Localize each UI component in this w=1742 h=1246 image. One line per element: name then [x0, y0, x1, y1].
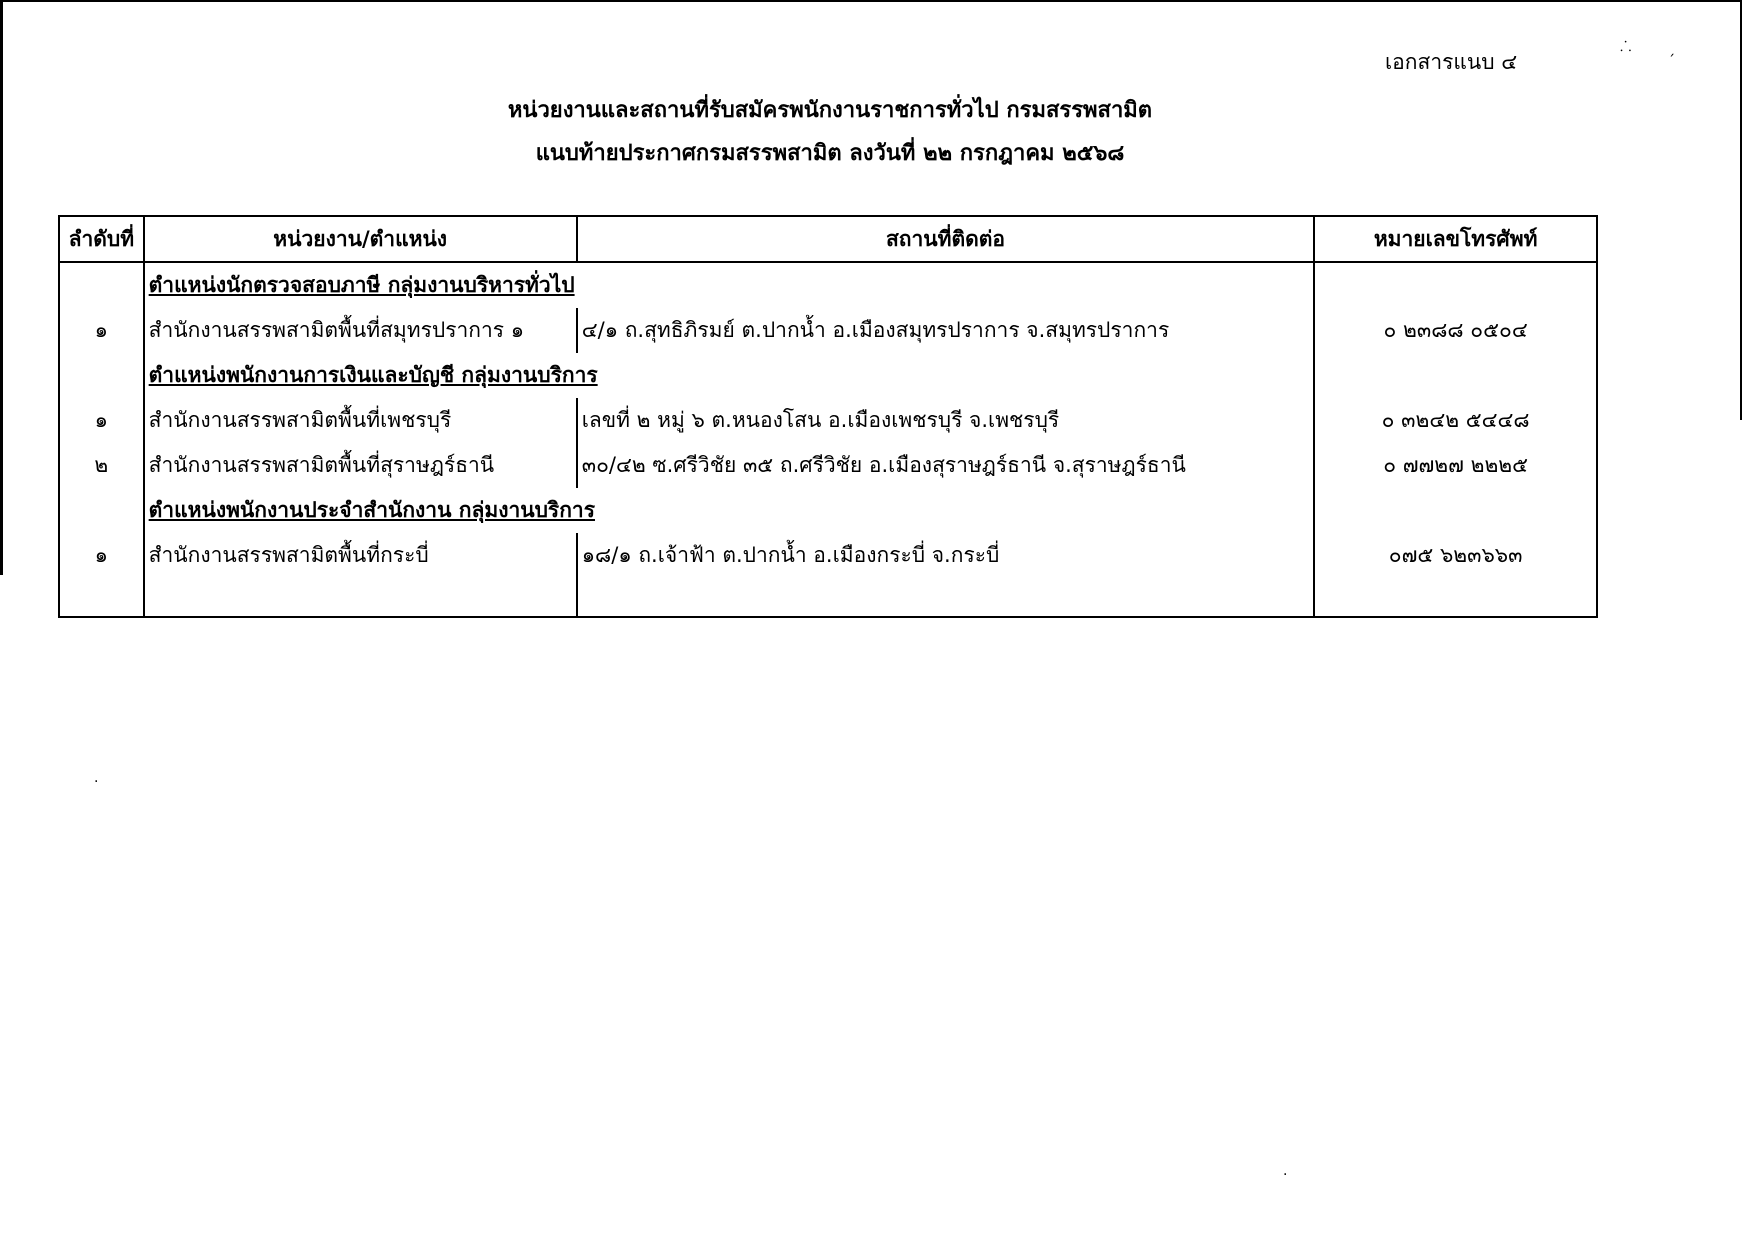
document-title: หน่วยงานและสถานที่รับสมัครพนักงานราชการทั่วไป กรมสรรพสามิต [507, 98, 1153, 123]
row-no: ๒ [59, 443, 144, 488]
empty-row [59, 578, 1597, 617]
section-heading: ตำแหน่งพนักงานประจำสำนักงาน กลุ่มงานบริการ [144, 488, 1315, 533]
table-row [59, 398, 1597, 443]
row-phone: ๐ ๓๒๔๒ ๕๔๔๘ [1314, 398, 1597, 443]
scan-speck: · [94, 774, 99, 790]
row-address: ๓๐/๔๒ ซ.ศรีวิชัย ๓๕ ถ.ศรีวิชัย อ.เมืองสุราษฎร์ธานี จ.สุราษฎร์ธานี [577, 443, 1315, 488]
row-unit: สำนักงานสรรพสามิตพื้นที่กระบี่ [144, 533, 577, 578]
row-no: ๑ [59, 398, 144, 443]
table-row [59, 308, 1597, 353]
row-unit: สำนักงานสรรพสามิตพื้นที่สมุทรปราการ ๑ [144, 308, 577, 353]
section-heading-row [59, 488, 1597, 533]
scan-speck: ˏ [1668, 41, 1675, 57]
table-header-row [59, 216, 1597, 262]
row-phone: ๐๗๕ ๖๒๓๖๖๓ [1314, 533, 1597, 578]
section-heading-row [59, 353, 1597, 398]
row-no: ๑ [59, 533, 144, 578]
scan-border-left [0, 0, 3, 575]
attachment-label: เอกสารแนบ ๔ [1385, 50, 1518, 74]
header-unit: หน่วยงาน/ตำแหน่ง [144, 216, 577, 262]
table-row [59, 443, 1597, 488]
header-no: ลำดับที่ [59, 216, 144, 262]
recruitment-table [58, 215, 1598, 618]
section-heading-row [59, 262, 1597, 308]
row-phone: ๐ ๒๓๘๘ ๐๕๐๔ [1314, 308, 1597, 353]
table-row [59, 533, 1597, 578]
row-phone: ๐ ๗๗๒๗ ๒๒๒๕ [1314, 443, 1597, 488]
scan-speck: · [1283, 1167, 1288, 1183]
row-no: ๑ [59, 308, 144, 353]
row-unit: สำนักงานสรรพสามิตพื้นที่สุราษฎร์ธานี [144, 443, 577, 488]
header-phone: หมายเลขโทรศัพท์ [1314, 216, 1597, 262]
scan-border-top [0, 0, 1742, 2]
document-subtitle: แนบท้ายประกาศกรมสรรพสามิต ลงวันที่ ๒๒ กรกฎาคม ๒๕๖๘ [535, 141, 1125, 166]
section-heading: ตำแหน่งพนักงานการเงินและบัญชี กลุ่มงานบริการ [144, 353, 1315, 398]
row-address: ๑๘/๑ ถ.เจ้าฟ้า ต.ปากน้ำ อ.เมืองกระบี่ จ.กระบี่ [577, 533, 1315, 578]
section-heading: ตำแหน่งนักตรวจสอบภาษี กลุ่มงานบริหารทั่วไป [144, 262, 1315, 308]
row-address: ๔/๑ ถ.สุทธิภิรมย์ ต.ปากน้ำ อ.เมืองสมุทรปราการ จ.สมุทรปราการ [577, 308, 1315, 353]
row-unit: สำนักงานสรรพสามิตพื้นที่เพชรบุรี [144, 398, 577, 443]
header-address: สถานที่ติดต่อ [577, 216, 1315, 262]
scan-speck: ⸫ [1620, 39, 1632, 55]
row-address: เลขที่ ๒ หมู่ ๖ ต.หนองโสน อ.เมืองเพชรบุรี จ.เพชรบุรี [577, 398, 1315, 443]
